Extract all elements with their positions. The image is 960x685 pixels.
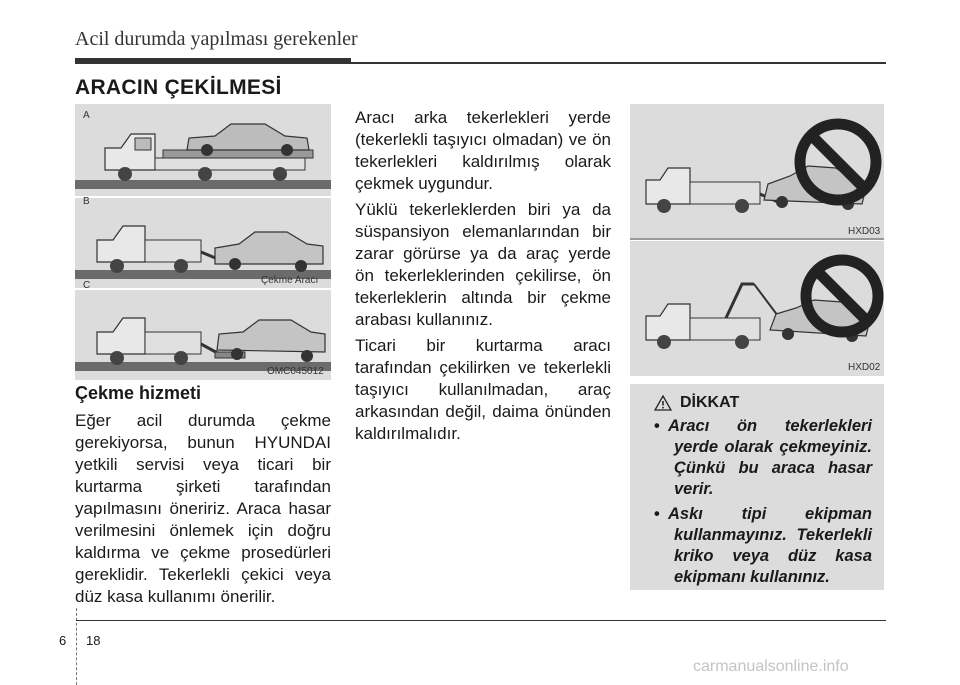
caution-title: DİKKAT (680, 394, 740, 411)
towed-car-b (215, 232, 323, 272)
towing-service-paragraph (75, 410, 331, 612)
figure-label-b: B (83, 196, 90, 207)
header-rule-thick (75, 58, 351, 64)
watermark: carmanualsonline.info (693, 658, 849, 675)
chapter-number: 6 (59, 633, 67, 648)
bullet-icon: • (654, 505, 660, 523)
wheel-lift-truck-b (97, 226, 225, 273)
tow-dolly-caption: Çekme Aracı (261, 275, 319, 286)
caution-header (654, 394, 872, 412)
caution-list (642, 416, 872, 588)
towed-car-c (215, 320, 325, 362)
towing-service-text: Eğer acil durumda çekme gerekiyorsa, bunun HYUNDAI yetkili servisi veya ticari bir kurtarma şirketi tarafından yapılmasını öneririz. Araca hasar verilmesini önlemek için doğru kaldırma ve çekme prosedürleri gereklidir. Tekerlekli çekici veya düz kasa kullanımı önerilir. (75, 411, 331, 606)
caution-item (642, 504, 872, 588)
figure-code-top-right: HXD03 (848, 226, 881, 237)
middle-column-text (355, 107, 611, 449)
figure-code-left: OMC045012 (267, 366, 324, 377)
section-title: ARACIN ÇEKİLMESİ (75, 76, 282, 99)
caution-box (630, 384, 884, 590)
warning-triangle-icon (654, 395, 672, 411)
header-rule-thin (351, 62, 886, 64)
bullet-icon: • (654, 417, 660, 435)
wheel-lift-truck-c (97, 318, 223, 365)
road-a (75, 180, 331, 189)
middle-paragraph-2: Yüklü tekerleklerden biri ya da süspansiyon elemanlarından bir zarar görürse ya da araç yerde ön tekerleklerinden çekilirse, ön tekerleklerin altında bir çekme arabası kullanınız. (355, 200, 611, 329)
chapter-title: Acil durumda yapılması gerekenler (75, 28, 358, 50)
towing-methods-figure (75, 104, 331, 380)
caution-item (642, 416, 872, 500)
footer-horizontal-rule (76, 620, 886, 621)
page-number: 18 (86, 633, 101, 648)
towing-service-heading: Çekme hizmeti (75, 383, 202, 403)
figure-label-a: A (83, 110, 90, 121)
caution-item-text: Askı tipi ekipman kullanmayınız. Tekerlekli kriko veya düz kasa ekipmanı kullanınız. (668, 505, 872, 586)
prohibited-towing-figure (630, 104, 884, 376)
towing-methods-illustration (75, 104, 331, 380)
prohibited-towing-illustration (630, 104, 884, 376)
caution-item-text: Aracı ön tekerlekleri yerde olarak çekmeyiniz. Çünkü bu araca hasar verir. (668, 417, 872, 498)
figure-code-bottom-right: HXD02 (848, 362, 881, 373)
middle-paragraph-3: Ticari bir kurtarma aracı tarafından çekilirken ve tekerlekli taşıyıcı kullanılmadan, araç arkasından değil, daima önünden kaldırılmalıdır. (355, 336, 611, 443)
figure-label-c: C (83, 280, 91, 291)
middle-paragraph-1: Aracı arka tekerlekleri yerde (tekerlekli taşıyıcı olmadan) ve ön tekerlekleri kaldırılmış olarak çekmek uygundur. (355, 108, 611, 193)
